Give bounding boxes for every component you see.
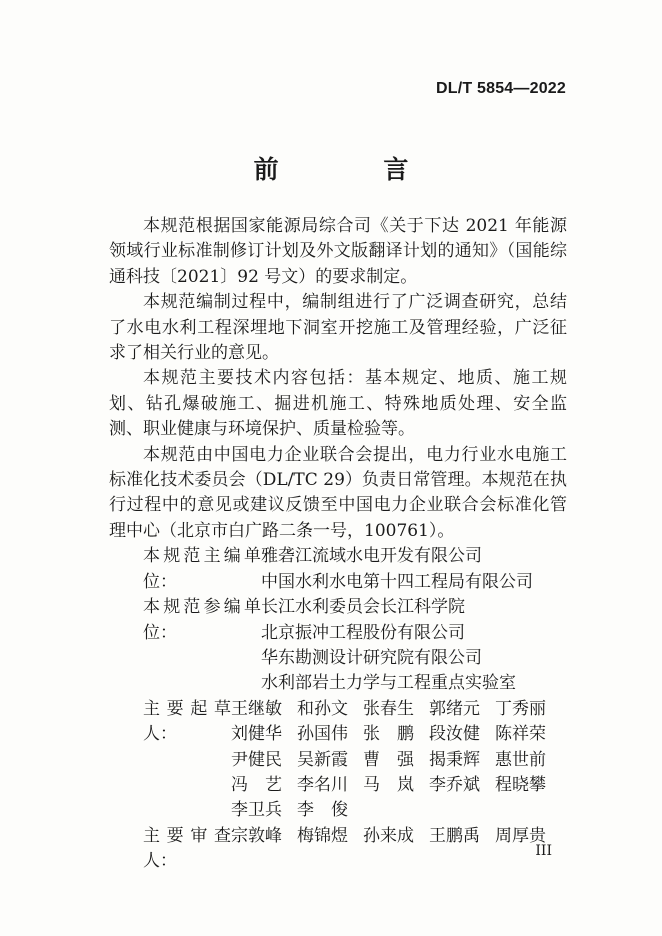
drafters-row [109, 697, 567, 824]
drafter-name: 惠世前 [495, 749, 546, 770]
chief-unit: 雅砻江流域水电开发有限公司 [261, 546, 482, 567]
participating-units-label: 本规范参编单位： [143, 597, 261, 643]
drafter-name: 张 鹏 [363, 724, 414, 745]
reviewers-list [231, 824, 567, 875]
paragraph-2: 本规范编制过程中，编制组进行了广泛调查研究，总结了水电水利工程深埋地下洞室开挖施工及管理经验，广泛征求了相关行业的意见。 [109, 292, 567, 364]
drafter-name: 李乔斌 [429, 774, 480, 795]
drafters-label: 主要起草人： [143, 698, 231, 745]
drafter-name: 马 岚 [363, 774, 414, 795]
participating-unit: 华东勘测设计研究院有限公司 [261, 647, 482, 668]
drafters-list [231, 697, 567, 824]
drafter-name: 张春生 [363, 698, 414, 719]
preface-body [109, 214, 567, 875]
paragraph-3: 本规范主要技术内容包括：基本规定、地质、施工规划、钻孔爆破施工、掘进机施工、特殊地质处理、安全监测、职业健康与环境保护、质量检验等。 [109, 368, 567, 440]
reviewer-name: 梅锦煜 [297, 825, 348, 846]
chief-unit: 中国水利水电第十四工程局有限公司 [261, 571, 533, 592]
chief-units-label: 本规范主编单位： [143, 546, 261, 592]
paragraph-4: 本规范由中国电力企业联合会提出，电力行业水电施工标准化技术委员会（DL/TC 29）负责日常管理。本规范在执行过程中的意见或建议反馈至中国电力企业联合会标准化管理中心（北京市白广路二条一号，100761）。 [109, 444, 567, 541]
drafter-name: 李卫兵 [231, 800, 282, 821]
drafter-name: 揭秉辉 [429, 749, 480, 770]
drafter-name: 刘健华 [231, 724, 282, 745]
drafter-name: 冯 艺 [231, 774, 282, 795]
reviewers-row [109, 824, 567, 875]
drafter-name: 程晓攀 [495, 774, 546, 795]
participating-unit: 北京振冲工程股份有限公司 [261, 622, 465, 643]
drafter-name: 陈祥荣 [495, 724, 546, 745]
reviewer-name: 周厚贵 [495, 825, 546, 846]
reviewers-label: 主要审查人： [143, 825, 231, 872]
drafter-name: 曹 强 [363, 749, 414, 770]
participating-unit: 水利部岩土力学与工程重点实验室 [261, 673, 516, 694]
chief-units-row [109, 544, 567, 595]
participating-units-list [261, 595, 567, 697]
drafter-name: 李名川 [297, 774, 348, 795]
page-number: III [535, 843, 552, 859]
participating-unit: 长江水利委员会长江科学院 [261, 597, 465, 618]
drafter-name: 王继敏 [231, 698, 282, 719]
paragraph-1: 本规范根据国家能源局综合司《关于下达 2021 年能源领域行业标准制修订计划及外文版翻译计划的通知》（国能综通科技〔2021〕92 号文）的要求制定。 [109, 216, 567, 287]
drafter-name: 孙国伟 [297, 724, 348, 745]
reviewer-name: 孙来成 [363, 825, 414, 846]
drafter-name: 和孙文 [297, 698, 348, 719]
reviewer-name: 宗敦峰 [231, 825, 282, 846]
participating-units-row [109, 595, 567, 697]
reviewer-name: 王鹏禹 [429, 825, 480, 846]
drafter-name: 吴新霞 [297, 749, 348, 770]
drafter-name: 段汝健 [429, 724, 480, 745]
drafter-name: 尹健民 [231, 749, 282, 770]
standard-code: DL/T 5854—2022 [436, 80, 566, 97]
page-title: 前 言 [253, 155, 457, 184]
drafter-name: 李 俊 [297, 800, 348, 821]
drafter-name: 郭绪元 [429, 698, 480, 719]
chief-units-list [261, 544, 567, 595]
drafter-name: 丁秀丽 [495, 698, 546, 719]
